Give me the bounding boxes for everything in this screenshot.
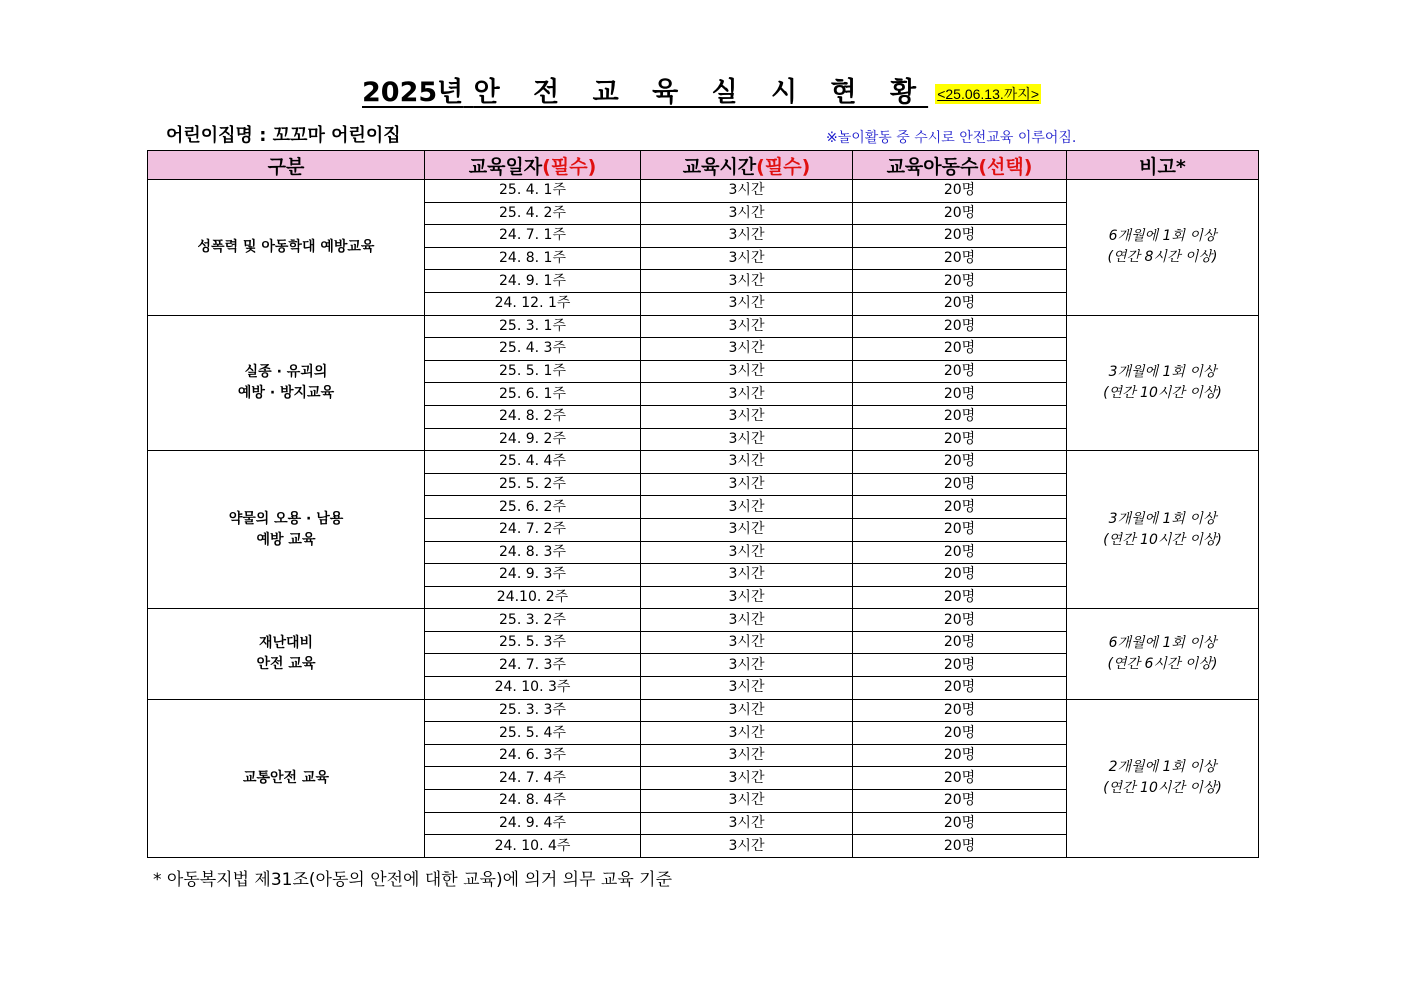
- date-cell: 24. 8. 3주: [425, 541, 641, 564]
- date-cell: 25. 5. 3주: [425, 631, 641, 654]
- children-cell: 20명: [853, 338, 1067, 361]
- remark-cell: [1067, 451, 1259, 609]
- children-cell: 20명: [853, 473, 1067, 496]
- date-cell: 24. 7. 2주: [425, 518, 641, 541]
- children-cell: 20명: [853, 405, 1067, 428]
- date-badge: <25.06.13.까지>: [937, 86, 1039, 102]
- date-cell: 25. 4. 1주: [425, 180, 641, 203]
- children-cell: 20명: [853, 247, 1067, 270]
- table-row: [148, 180, 1259, 203]
- table-row: [148, 699, 1259, 722]
- table-row: [148, 315, 1259, 338]
- children-cell: 20명: [853, 835, 1067, 858]
- children-cell: 20명: [853, 586, 1067, 609]
- children-cell: 20명: [853, 699, 1067, 722]
- hours-cell: 3시간: [641, 654, 853, 677]
- date-cell: 25. 5. 2주: [425, 473, 641, 496]
- remark-cell: [1067, 180, 1259, 316]
- category-line: 교통안전 교육: [242, 769, 330, 786]
- date-cell: 25. 5. 4주: [425, 722, 641, 745]
- hours-cell: 3시간: [641, 428, 853, 451]
- children-cell: 20명: [853, 654, 1067, 677]
- remark-line: 2개월에 1회 이상: [1108, 759, 1217, 776]
- children-cell: 20명: [853, 722, 1067, 745]
- hours-cell: 3시간: [641, 609, 853, 632]
- hours-cell: 3시간: [641, 677, 853, 700]
- category-line: 약물의 오용 · 남용: [228, 510, 344, 527]
- category-line: 재난대비: [258, 634, 314, 651]
- children-cell: 20명: [853, 451, 1067, 474]
- children-cell: 20명: [853, 292, 1067, 315]
- children-cell: 20명: [853, 202, 1067, 225]
- remark-cell: [1067, 609, 1259, 699]
- hours-cell: 3시간: [641, 180, 853, 203]
- title-text: 안 전 교 육 실 시 현 황: [473, 77, 929, 108]
- date-cell: 24. 8. 4주: [425, 790, 641, 813]
- remark-line: (연간 10시간 이상): [1103, 531, 1222, 548]
- hours-cell: 3시간: [641, 338, 853, 361]
- hours-cell: 3시간: [641, 790, 853, 813]
- date-cell: 24. 10. 4주: [425, 835, 641, 858]
- header-children: [853, 151, 1067, 180]
- date-cell: 25. 4. 2주: [425, 202, 641, 225]
- date-cell: 24. 6. 3주: [425, 744, 641, 767]
- children-cell: 20명: [853, 790, 1067, 813]
- remark-line: 3개월에 1회 이상: [1108, 363, 1217, 380]
- date-cell: 25. 4. 4주: [425, 451, 641, 474]
- children-cell: 20명: [853, 270, 1067, 293]
- date-cell: 24. 8. 1주: [425, 247, 641, 270]
- header-hours-label: 교육시간: [682, 155, 757, 178]
- date-cell: 24. 12. 1주: [425, 292, 641, 315]
- children-cell: 20명: [853, 564, 1067, 587]
- hours-cell: 3시간: [641, 405, 853, 428]
- header-row: [148, 151, 1259, 180]
- hours-cell: 3시간: [641, 225, 853, 248]
- children-cell: 20명: [853, 180, 1067, 203]
- header-category: 구분: [148, 151, 425, 180]
- safety-education-table: [147, 150, 1259, 858]
- header-date-label: 교육일자: [468, 155, 543, 178]
- remark-line: (연간 10시간 이상): [1103, 780, 1222, 797]
- children-cell: 20명: [853, 744, 1067, 767]
- date-cell: 24. 7. 1주: [425, 225, 641, 248]
- category-cell: [148, 180, 425, 316]
- hours-cell: 3시간: [641, 270, 853, 293]
- date-cell: 25. 6. 1주: [425, 383, 641, 406]
- hours-cell: 3시간: [641, 835, 853, 858]
- date-cell: 24. 10. 3주: [425, 677, 641, 700]
- remark-cell: [1067, 315, 1259, 451]
- children-cell: 20명: [853, 767, 1067, 790]
- hours-cell: 3시간: [641, 541, 853, 564]
- header-hours-tag: (필수): [756, 155, 811, 178]
- header-hours: [641, 151, 853, 180]
- hours-cell: 3시간: [641, 473, 853, 496]
- children-cell: 20명: [853, 360, 1067, 383]
- date-cell: 25. 3. 1주: [425, 315, 641, 338]
- hours-cell: 3시간: [641, 315, 853, 338]
- date-cell: 25. 3. 3주: [425, 699, 641, 722]
- children-cell: 20명: [853, 383, 1067, 406]
- date-cell: 24. 9. 1주: [425, 270, 641, 293]
- footer-note: * 아동복지법 제31조(아동의 안전에 대한 교육)에 의거 의무 교육 기준: [153, 870, 673, 890]
- date-cell: 24. 9. 3주: [425, 564, 641, 587]
- date-cell: 24. 7. 4주: [425, 767, 641, 790]
- page-title: [362, 70, 928, 109]
- category-line: 안전 교육: [256, 655, 316, 672]
- hours-cell: 3시간: [641, 496, 853, 519]
- category-cell: [148, 699, 425, 857]
- header-date: [425, 151, 641, 180]
- remark-cell: [1067, 699, 1259, 857]
- remark-line: 6개월에 1회 이상: [1108, 228, 1217, 245]
- table-row: [148, 451, 1259, 474]
- category-line: 실종 · 유괴의: [244, 363, 328, 380]
- table-body: [148, 180, 1259, 858]
- remark-line: 6개월에 1회 이상: [1108, 634, 1217, 651]
- header-children-label: 교육아동수: [886, 155, 979, 178]
- hours-cell: 3시간: [641, 631, 853, 654]
- title-area: [0, 70, 1403, 109]
- hours-cell: 3시간: [641, 383, 853, 406]
- children-cell: 20명: [853, 428, 1067, 451]
- hours-cell: 3시간: [641, 360, 853, 383]
- remark-line: (연간 8시간 이상): [1107, 249, 1218, 266]
- children-cell: 20명: [853, 541, 1067, 564]
- date-cell: 24. 8. 2주: [425, 405, 641, 428]
- children-cell: 20명: [853, 496, 1067, 519]
- children-cell: 20명: [853, 812, 1067, 835]
- play-activity-note: ※놀이활동 중 수시로 안전교육 이루어짐.: [826, 130, 1077, 146]
- category-cell: [148, 451, 425, 609]
- date-cell: 25. 3. 2주: [425, 609, 641, 632]
- children-cell: 20명: [853, 631, 1067, 654]
- children-cell: 20명: [853, 677, 1067, 700]
- remark-line: (연간 10시간 이상): [1103, 384, 1222, 401]
- hours-cell: 3시간: [641, 292, 853, 315]
- hours-cell: 3시간: [641, 744, 853, 767]
- date-cell: 25. 6. 2주: [425, 496, 641, 519]
- category-line: 성폭력 및 아동학대 예방교육: [197, 238, 375, 255]
- remark-line: 3개월에 1회 이상: [1108, 510, 1217, 527]
- children-cell: 20명: [853, 315, 1067, 338]
- hours-cell: 3시간: [641, 451, 853, 474]
- hours-cell: 3시간: [641, 518, 853, 541]
- category-line: 예방 · 방지교육: [237, 384, 335, 401]
- date-cell: 24.10. 2주: [425, 586, 641, 609]
- date-cell: 24. 7. 3주: [425, 654, 641, 677]
- remark-line: (연간 6시간 이상): [1107, 655, 1218, 672]
- children-cell: 20명: [853, 518, 1067, 541]
- hours-cell: 3시간: [641, 202, 853, 225]
- children-cell: 20명: [853, 225, 1067, 248]
- category-cell: [148, 609, 425, 699]
- hours-cell: 3시간: [641, 564, 853, 587]
- header-date-tag: (필수): [542, 155, 597, 178]
- hours-cell: 3시간: [641, 722, 853, 745]
- hours-cell: 3시간: [641, 699, 853, 722]
- hours-cell: 3시간: [641, 247, 853, 270]
- table-row: [148, 609, 1259, 632]
- date-cell: 24. 9. 4주: [425, 812, 641, 835]
- header-children-tag: (선택): [978, 155, 1033, 178]
- header-remark: 비고*: [1067, 151, 1259, 180]
- date-cell: 25. 5. 1주: [425, 360, 641, 383]
- date-cell: 24. 9. 2주: [425, 428, 641, 451]
- category-cell: [148, 315, 425, 451]
- children-cell: 20명: [853, 609, 1067, 632]
- hours-cell: 3시간: [641, 812, 853, 835]
- daycare-name: 어린이집명 : 꼬꼬마 어린이집: [166, 125, 401, 146]
- hours-cell: 3시간: [641, 586, 853, 609]
- category-line: 예방 교육: [256, 531, 316, 548]
- hours-cell: 3시간: [641, 767, 853, 790]
- title-year: 2025년: [362, 77, 464, 108]
- date-cell: 25. 4. 3주: [425, 338, 641, 361]
